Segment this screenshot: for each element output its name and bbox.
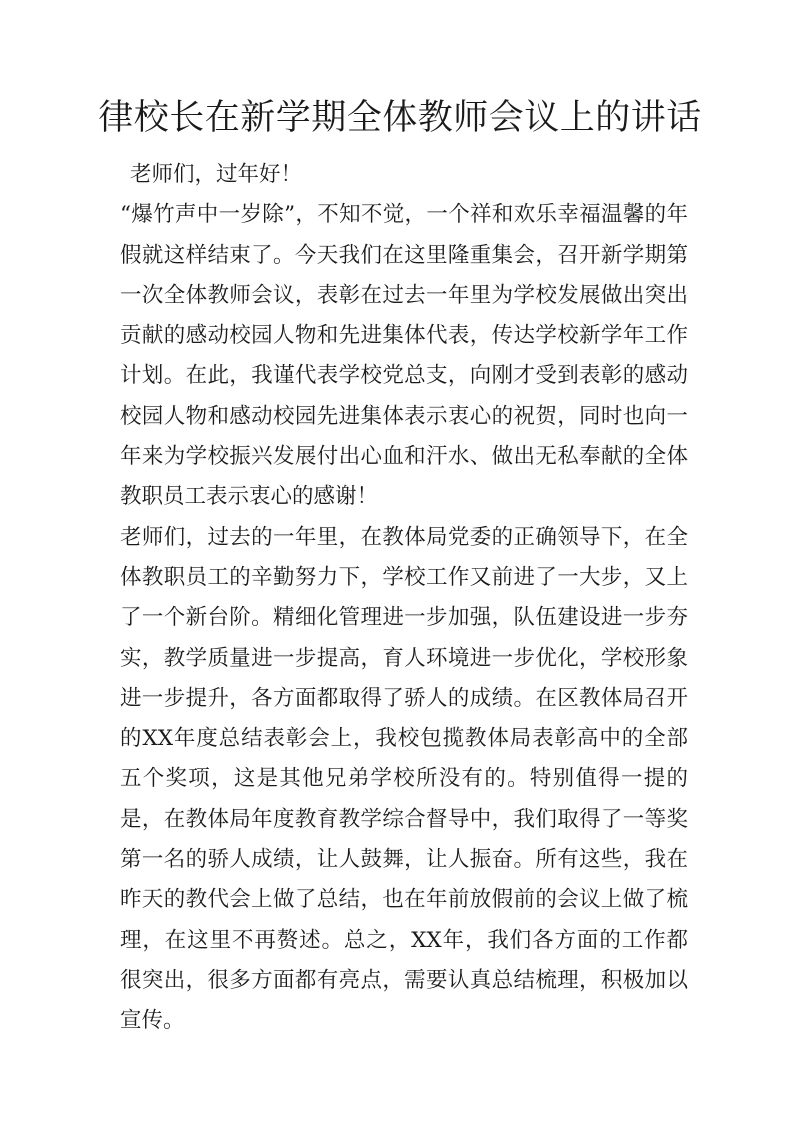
- document-title: 律校长在新学期全体教师会议上的讲话: [98, 98, 702, 138]
- document-body: [120, 155, 688, 1042]
- paragraph-1: “爆竹声中一岁除”，不知不觉，一个祥和欢乐幸福温馨的年假就这样结束了。今天我们在这里隆重集会，召开新学期第一次全体教师会议，表彰在过去一年里为学校发展做出突出贡献的感动校园人物和先进集体代表，传达学校新学年工作计划。在此，我谨代表学校党总支，向刚才受到表彰的感动校园人物和感动校园先进集体表示衷心的祝贺，同时也向一年来为学校振兴发展付出心血和汗水、做出无私奉献的全体教职员工表示衷心的感谢！: [120, 202, 688, 510]
- greeting-line: 老师们，过年好！: [130, 162, 303, 187]
- paragraph-2: 老师们，过去的一年里，在教体局党委的正确领导下，在全体教职员工的辛勤努力下，学校工作又前进了一大步，又上了一个新台阶。精细化管理进一步加强，队伍建设进一步夯实，教学质量进一步提高，育人环境进一步优化，学校形象进一步提升，各方面都取得了骄人的成绩。在区教体局召开的XX年度总结表彰会上，我校包揽教体局表彰高中的全部五个奖项，这是其他兄弟学校所没有的。特别值得一提的是，在教体局年度教育教学综合督导中，我们取得了一等奖第一名的骄人成绩，让人鼓舞，让人振奋。所有这些，我在昨天的教代会上做了总结，也在年前放假前的会议上做了梳理，在这里不再赘述。总之，XX年，我们各方面的工作都很突出，很多方面都有亮点，需要认真总结梳理，积极加以宣传。: [120, 524, 688, 1034]
